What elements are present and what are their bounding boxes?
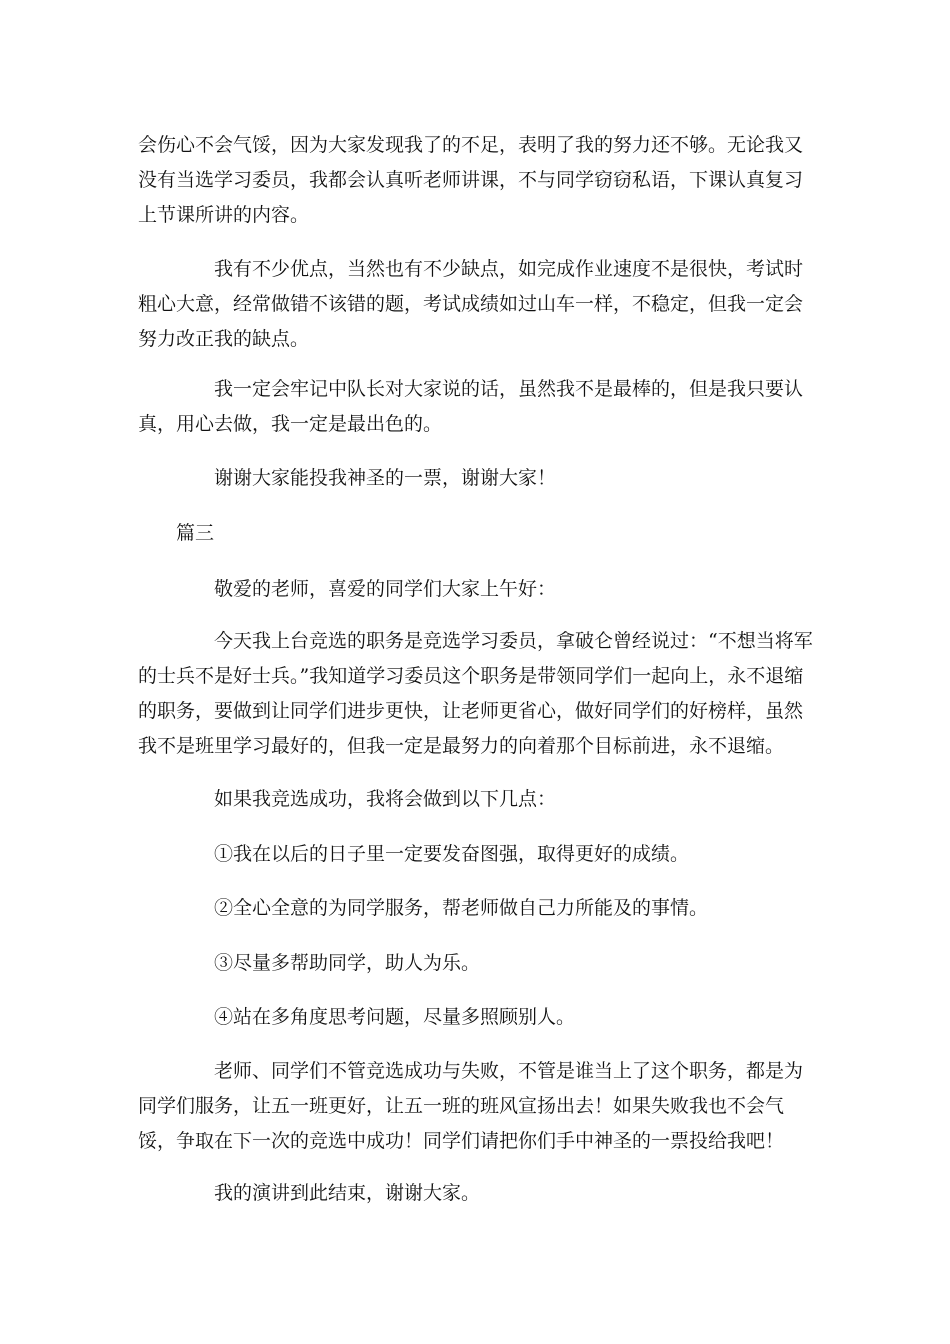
list-item-4: ④站在多角度思考问题，尽量多照顾别人。: [214, 1006, 576, 1028]
list-item-3: ③尽量多帮助同学，助人为乐。: [214, 952, 481, 974]
paragraph-promise: 我一定会牢记中队长对大家说的话，虽然我不是最棒的，但是我只要认真，用心去做，我一定是最出色的。: [138, 378, 804, 435]
paragraph-closing-appeal: 老师、同学们不管竞选成功与失败，不管是谁当上了这个职务，都是为同学们服务，让五一班更好，让五一班的班风宣扬出去！如果失败我也不会气馁，争取在下一次的竞选中成功！同学们请把你们手中神圣的一票投给我吧！: [138, 1060, 804, 1152]
paragraph-thanks: 谢谢大家能投我神圣的一票，谢谢大家！: [214, 467, 557, 489]
paragraph-points-intro: 如果我竞选成功，我将会做到以下几点：: [214, 788, 557, 810]
list-item-2: ②全心全意的为同学服务，帮老师做自己力所能及的事情。: [214, 897, 709, 919]
paragraph-continued: 会伤心不会气馁，因为大家发现我了的不足，表明了我的努力还不够。无论我又没有当选学习委员，我都会认真听老师讲课，不与同学窃窃私语，下课认真复习上节课所讲的内容。: [138, 134, 804, 226]
paragraph-shortcomings: 我有不少优点，当然也有不少缺点，如完成作业速度不是很快，考试时粗心大意，经常做错不该错的题，考试成绩如过山车一样，不稳定，但我一定会努力改正我的缺点。: [138, 258, 804, 350]
paragraph-greeting: 敬爱的老师，喜爱的同学们大家上午好：: [214, 578, 557, 600]
list-item-1: ①我在以后的日子里一定要发奋图强，取得更好的成绩。: [214, 843, 690, 865]
section-heading: 篇三: [176, 522, 215, 544]
paragraph-intro: 今天我上台竞选的职务是竞选学习委员，拿破仑曾经说过：“不想当将军的士兵不是好士兵。”我知道学习委员这个职务是带领同学们一起向上，永不退缩的职务，要做到让同学们进步更快，让老师更省心，做好同学们的好榜样，虽然我不是班里学习最好的，但我一定是最努力的向着那个目标前进，永不退缩。: [138, 630, 813, 757]
paragraph-end: 我的演讲到此结束，谢谢大家。: [214, 1182, 481, 1204]
